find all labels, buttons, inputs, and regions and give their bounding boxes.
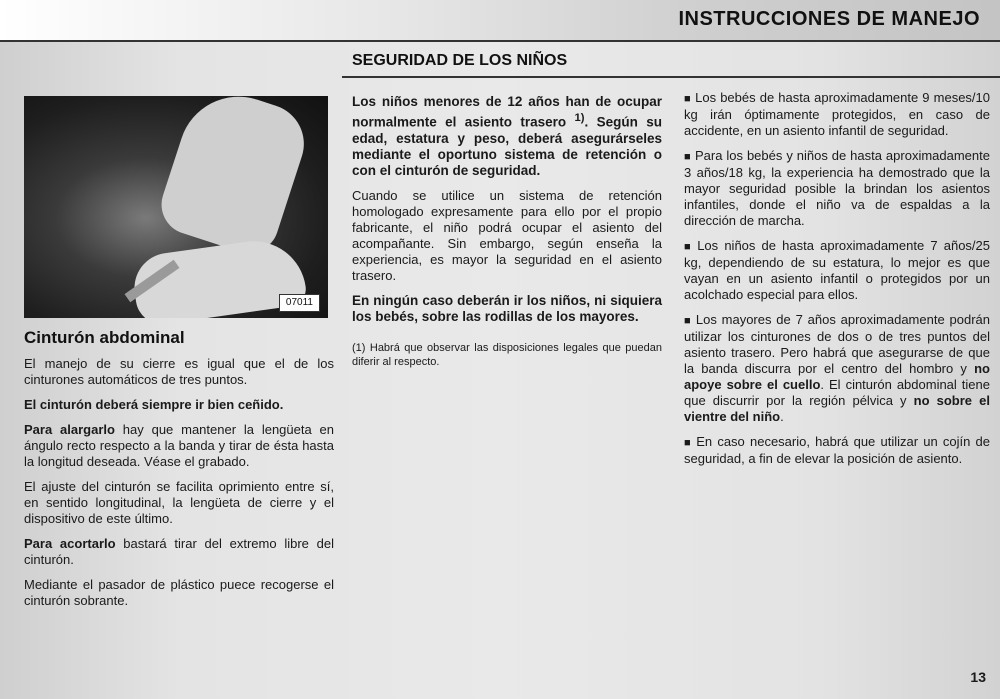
section-title: SEGURIDAD DE LOS NIÑOS bbox=[352, 52, 568, 69]
middle-column bbox=[352, 94, 662, 378]
photo-arm bbox=[154, 96, 314, 261]
subtitle-lap-belt: Cinturón abdominal bbox=[24, 328, 185, 347]
bold-phrase: no sobre el vientre del niño bbox=[684, 393, 990, 424]
paragraph bbox=[24, 536, 334, 568]
bullet-text: . bbox=[780, 409, 784, 424]
lead-text: . Según su edad, estatura y peso, deberá asegurárseles mediante el oportuno sistema de retención o con el cinturón de seguridad. bbox=[352, 114, 662, 178]
footnote: (1) Habrá que observar las disposiciones legales que puedan diferir al respecto. bbox=[352, 341, 662, 368]
section-divider bbox=[342, 76, 1000, 78]
paragraph-text: hay que mantener la lengüeta en ángulo recto respecto a la banda y tirar de ésta hasta la longitud deseada. Véase el grabado. bbox=[24, 422, 335, 469]
bullet-item: ■ Para los bebés y niños de hasta aproximadamente 3 años/18 kg, la experiencia ha demostrado que la mayor seguridad posible la brindan los asientos infantiles, donde el niño va de espaldas a la dirección de marcha. bbox=[684, 148, 990, 229]
right-column bbox=[684, 90, 990, 476]
bullet-item: ■ Los niños de hasta aproximadamente 7 años/25 kg, dependiendo de su estatura, lo mejor es que vayan en un asiento infantil o protegidos por un acolchado especial para ellos. bbox=[684, 238, 990, 303]
bold-phrase: no apoye sobre el cuello bbox=[684, 361, 990, 392]
photo-code: 07011 bbox=[279, 294, 320, 312]
bullet-text: . El cinturón abdominal tiene que discurrir por la región pélvica y bbox=[684, 377, 990, 408]
paragraph-bold: En ningún caso deberán ir los niños, ni siquiera los bebés, sobre las rodillas de los mayores. bbox=[352, 292, 662, 324]
paragraph-text: bastará tirar del extremo libre del cinturón. bbox=[24, 536, 334, 567]
paragraph: El manejo de su cierre es igual que el de los cinturones automáticos de tres puntos. bbox=[24, 356, 334, 387]
paragraph bbox=[24, 422, 334, 470]
bold-phrase: Para alargarlo bbox=[24, 422, 115, 437]
lead-text: Los niños menores de 12 años han de ocupar normalmente el asiento trasero bbox=[352, 94, 662, 130]
paragraph: Mediante el pasador de plástico puece recogerse el cinturón sobrante. bbox=[24, 577, 334, 608]
header-bar bbox=[0, 0, 1000, 42]
bullet-text: Los mayores de 7 años aproximadamente podrán utilizar los cinturones de dos o de tres puntos del asiento trasero. Pero habrá que asegurarse de que la banda discurra por el centro del hombro y bbox=[684, 312, 990, 376]
paragraph-bold: El cinturón deberá siempre ir bien ceñido. bbox=[24, 397, 284, 412]
page-header-title: INSTRUCCIONES DE MANEJO bbox=[678, 8, 980, 30]
paragraph: Cuando se utilice un sistema de retención homologado expresamente para ello por el propio fabricante, el niño podrá ocupar el asiento del acompañante. Sin embargo, según enseña la experiencia, es mayor la seguridad en el asiento trasero. bbox=[352, 187, 662, 283]
bold-phrase: Para acortarlo bbox=[24, 536, 116, 551]
bullet-item: ■ En caso necesario, habrá que utilizar un cojín de seguridad, a fin de elevar la posición de asiento. bbox=[684, 434, 990, 467]
bullet-item: ■ Los bebés de hasta aproximadamente 9 meses/10 kg irán óptimamente protegidos, en caso de accidente, en un asiento infantil de seguridad. bbox=[684, 90, 990, 139]
lead-paragraph bbox=[352, 94, 662, 179]
belt-photo bbox=[24, 96, 328, 318]
footnote-ref: 1) bbox=[574, 112, 585, 124]
bullet-item bbox=[684, 312, 990, 425]
left-column bbox=[24, 96, 334, 618]
page-number: 13 bbox=[970, 669, 986, 685]
paragraph: El ajuste del cinturón se facilita oprimiento entre sí, en sentido longitudinal, la lengüeta de cierre y el dispositivo de este último. bbox=[24, 479, 334, 526]
